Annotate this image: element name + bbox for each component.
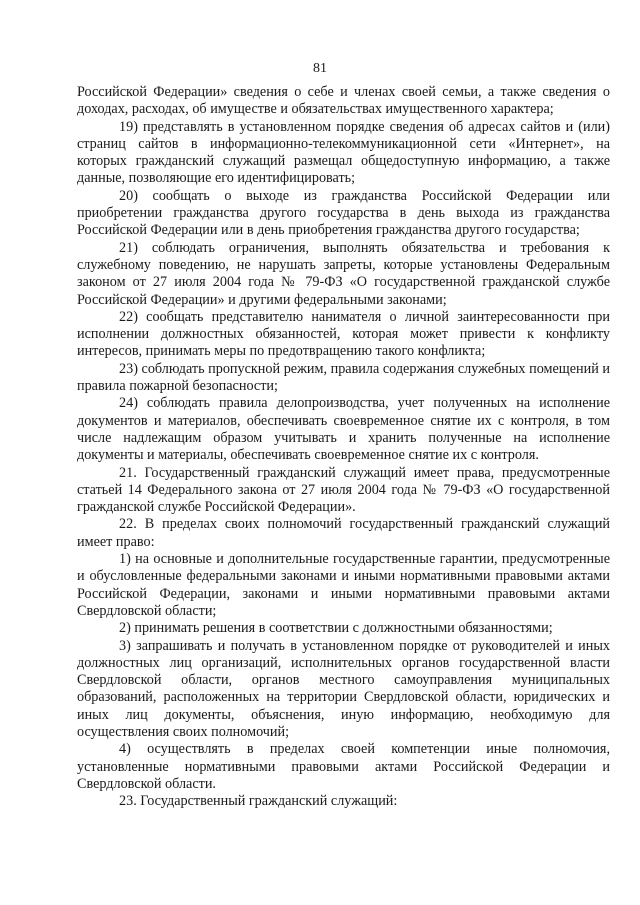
paragraph: 3) запрашивать и получать в установленном порядке от руководителей и иных должностных лиц организаций, исполнительных органов государственной власти Свердловской области, органов местного самоуправления муниципальных образований, расположенных на территории Свердловской области, юридических и иных лиц документы, объяснения, иную информацию, необходимую для осуществления своих полномочий; — [77, 637, 610, 740]
paragraph: 23) соблюдать пропускной режим, правила содержания служебных помещений и правила пожарной безопасности; — [77, 360, 610, 395]
paragraph: 21. Государственный гражданский служащий имеет права, предусмотренные статьей 14 Федерального закона от 27 июля 2004 года № 79-ФЗ «О государственной гражданской службе Российской Федерации». — [77, 464, 610, 516]
paragraph: 22. В пределах своих полномочий государственный гражданский служащий имеет право: — [77, 516, 610, 550]
paragraph: 20) сообщать о выходе из гражданства Российской Федерации или приобретении гражданства другого государства в день выхода из гражданства Российской Федерации или в день приобретения гражданства другого государства; — [77, 187, 610, 239]
paragraph: 21) соблюдать ограничения, выполнять обязательства и требования к служебному поведению, не нарушать запреты, которые установлены Федеральным законом от 27 июля 2004 года № 79-ФЗ «О государственной гражданской службе Российской Федерации» и другими федеральными законами; — [77, 239, 610, 308]
document-body — [77, 84, 610, 810]
paragraph: 4) осуществлять в пределах своей компетенции иные полномочия, установленные нормативными правовыми актами Российской Федерации и Свердловской области. — [77, 741, 610, 792]
paragraph: 19) представлять в установленном порядке сведения об адресах сайтов и (или) страниц сайтов в информационно-телекоммуникационной сети «Интернет», на которых гражданский служащий размещал общедоступную информацию, а также данные, позволяющие его идентифицировать; — [77, 118, 610, 187]
paragraph: 24) соблюдать правила делопроизводства, учет полученных на исполнение документов и материалов, обеспечивать своевременное снятие их с контроля, в том числе надлежащим образом учитывать и хранить полученные на исполнение документы и материалы, обеспечивать своевременное снятие их с контроля. — [77, 395, 610, 464]
paragraph: Российской Федерации» сведения о себе и членах своей семьи, а также сведения о доходах, расходах, об имуществе и обязательствах имущественного характера; — [77, 84, 610, 118]
page-number: 81 — [313, 61, 327, 76]
paragraph: 1) на основные и дополнительные государственные гарантии, предусмотренные и обусловленные федеральными законами и иными нормативными правовыми актами Российской Федерации, законами и иными нормативными правовыми актами Свердловской области; — [77, 551, 610, 619]
paragraph: 23. Государственный гражданский служащий: — [119, 793, 398, 810]
paragraph: 22) сообщать представителю нанимателя о личной заинтересованности при исполнении должностных обязанностей, которая может привести к конфликту интересов, принимать меры по предотвращению такого конфликта; — [77, 308, 610, 360]
paragraph: 2) принимать решения в соответствии с должностными обязанностями; — [119, 620, 553, 637]
